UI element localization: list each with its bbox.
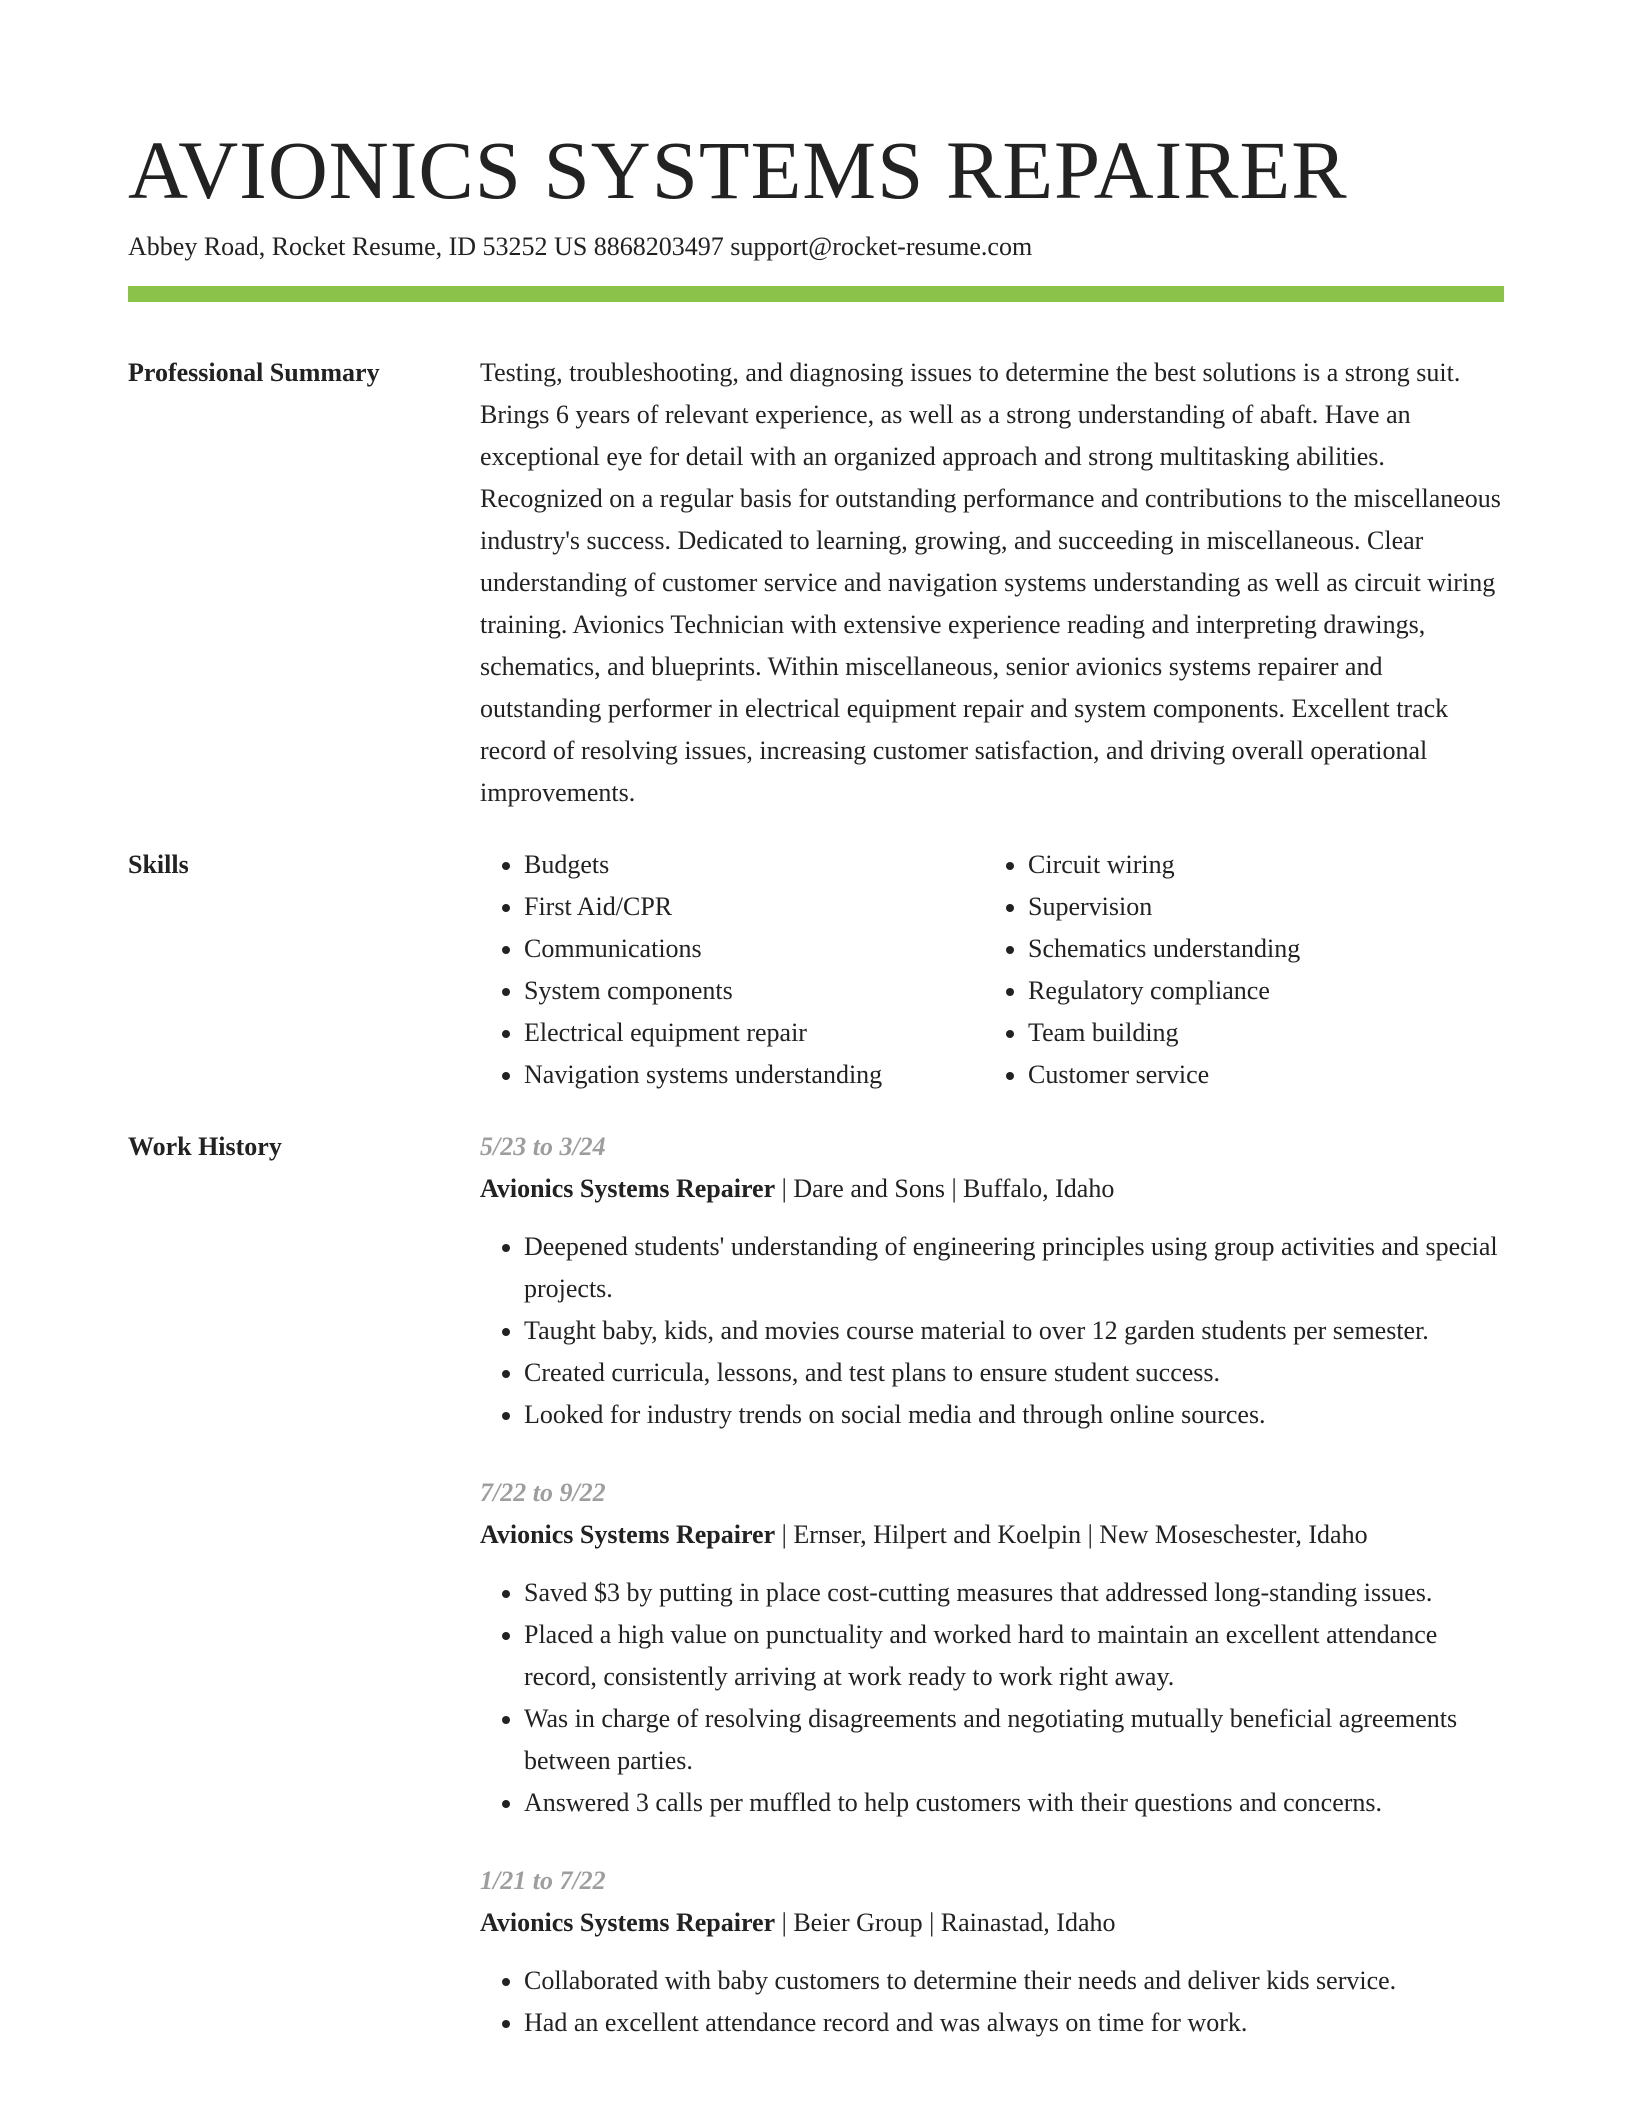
skill-item: • Team building xyxy=(1028,1012,1488,1054)
job-dates: 5/23 to 3/24 xyxy=(480,1132,606,1161)
job-heading xyxy=(480,1514,1504,1556)
job-bullet: • Looked for industry trends on social media and through online sources. xyxy=(524,1394,1504,1436)
job-title: Avionics Systems Repairer xyxy=(480,1908,776,1937)
skills-columns xyxy=(480,844,1504,1096)
summary-heading: Professional Summary xyxy=(128,358,380,387)
job-bullet: • Had an excellent attendance record and was always on time for work. xyxy=(524,2002,1504,2044)
skill-item: • Navigation systems understanding xyxy=(524,1054,984,1096)
skill-item: • Circuit wiring xyxy=(1028,844,1488,886)
job-dates: 7/22 to 9/22 xyxy=(480,1478,606,1507)
job-bullet: • Placed a high value on punctuality and worked hard to maintain an excellent attendance record, consistently arriving at work ready to work right away. xyxy=(524,1614,1504,1698)
work-history-entries xyxy=(480,1126,1504,2080)
skills-heading: Skills xyxy=(128,850,189,879)
skills-list-left xyxy=(480,844,984,1096)
work-history-section xyxy=(128,1126,1504,2080)
contact-line: Abbey Road, Rocket Resume, ID 53252 US 8868203497 support@rocket-resume.com xyxy=(128,232,1033,261)
job-company-location: | Beier Group | Rainastad, Idaho xyxy=(775,1908,1116,1937)
skill-item: • Electrical equipment repair xyxy=(524,1012,984,1054)
summary-section xyxy=(128,352,1504,814)
summary-text: Testing, troubleshooting, and diagnosing issues to determine the best solutions is a strong suit. Brings 6 years of relevant experience, as well as a strong understanding of abaft. Have an exceptional eye for detail with an organized approach and strong multitasking abilities. Recognized on a regular basis for outstanding performance and contributions to the miscellaneous industry's success. Dedicated to learning, growing, and succeeding in miscellaneous. Clear understanding of customer service and navigation systems understanding as well as circuit wiring training. Avionics Technician with extensive experience reading and interpreting drawings, schematics, and blueprints. Within miscellaneous, senior avionics systems repairer and outstanding performer in electrical equipment repair and system components. Excellent track record of resolving issues, increasing customer satisfaction, and driving overall operational improvements. xyxy=(480,358,1501,807)
skill-item: • System components xyxy=(524,970,984,1012)
job-dates: 1/21 to 7/22 xyxy=(480,1866,606,1895)
skill-item: • Customer service xyxy=(1028,1054,1488,1096)
accent-divider xyxy=(128,286,1504,302)
skills-section xyxy=(128,844,1504,1096)
job-title: Avionics Systems Repairer xyxy=(480,1174,776,1203)
job-title: Avionics Systems Repairer xyxy=(480,1520,776,1549)
skill-item: • Regulatory compliance xyxy=(1028,970,1488,1012)
job-heading xyxy=(480,1168,1504,1210)
job-bullet: • Saved $3 by putting in place cost-cutting measures that addressed long-standing issues. xyxy=(524,1572,1504,1614)
skills-list-right xyxy=(984,844,1488,1096)
skill-item: • Budgets xyxy=(524,844,984,886)
job-entry xyxy=(480,1472,1504,1824)
job-company-location: | Dare and Sons | Buffalo, Idaho xyxy=(775,1174,1115,1203)
resume-name-heading: AVIONICS SYSTEMS REPAIRER xyxy=(128,124,1348,216)
job-entry xyxy=(480,1126,1504,1436)
job-company-location: | Ernser, Hilpert and Koelpin | New Moseschester, Idaho xyxy=(775,1520,1368,1549)
job-bullet: • Collaborated with baby customers to determine their needs and deliver kids service. xyxy=(524,1960,1504,2002)
job-bullet: • Created curricula, lessons, and test plans to ensure student success. xyxy=(524,1352,1504,1394)
skill-item: • Supervision xyxy=(1028,886,1488,928)
work-history-heading: Work History xyxy=(128,1132,282,1161)
job-bullet-list xyxy=(480,1226,1504,1436)
skill-item: • First Aid/CPR xyxy=(524,886,984,928)
job-bullet: • Answered 3 calls per muffled to help customers with their questions and concerns. xyxy=(524,1782,1504,1824)
job-bullet-list xyxy=(480,1572,1504,1824)
job-bullet: • Was in charge of resolving disagreements and negotiating mutually beneficial agreements between parties. xyxy=(524,1698,1504,1782)
job-heading xyxy=(480,1902,1504,1944)
skill-item: • Communications xyxy=(524,928,984,970)
skill-item: • Schematics understanding xyxy=(1028,928,1488,970)
job-entry xyxy=(480,1860,1504,2044)
job-bullet: • Taught baby, kids, and movies course material to over 12 garden students per semester. xyxy=(524,1310,1504,1352)
job-bullet-list xyxy=(480,1960,1504,2044)
job-bullet: • Deepened students' understanding of engineering principles using group activities and special projects. xyxy=(524,1226,1504,1310)
